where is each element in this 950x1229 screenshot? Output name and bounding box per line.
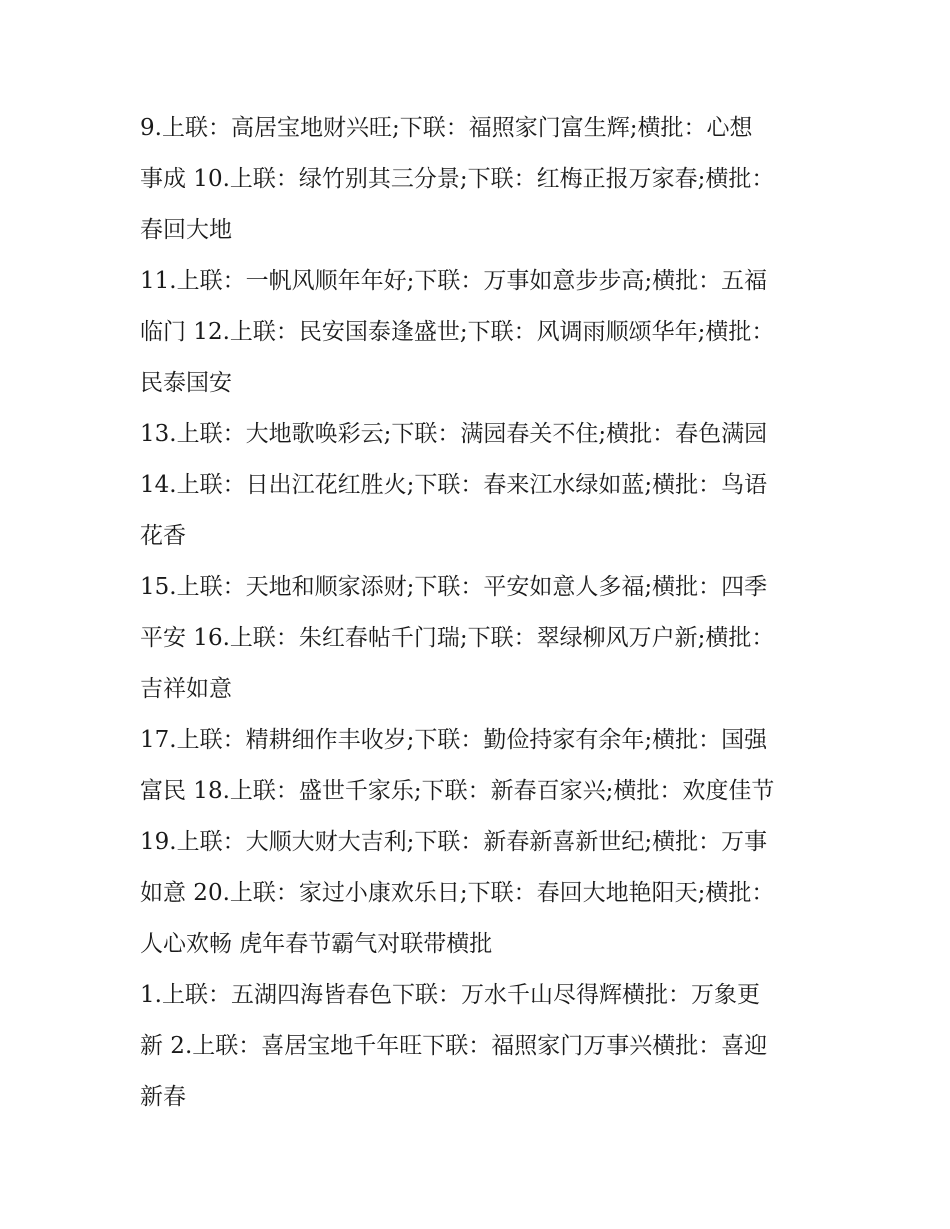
- text-line: 17.上联：精耕细作丰收岁;下联：勤俭持家有余年;横批：国强: [140, 727, 768, 753]
- text-line: 如意 20.上联：家过小康欢乐日;下联：春回大地艳阳天;横批：: [140, 880, 775, 906]
- text-line: 富民 18.上联：盛世千家乐;下联：新春百家兴;横批：欢度佳节: [140, 778, 775, 804]
- text-line: 新春: [140, 1084, 186, 1110]
- text-line: 人心欢畅 虎年春节霸气对联带横批: [140, 931, 493, 957]
- text-line: 9.上联：高居宝地财兴旺;下联：福照家门富生辉;横批：心想: [140, 115, 753, 141]
- couplet-text-block: [140, 103, 820, 1123]
- text-line: 14.上联：日出江花红胜火;下联：春来江水绿如蓝;横批：鸟语: [140, 472, 768, 498]
- text-line: 新 2.上联：喜居宝地千年旺下联：福照家门万事兴横批：喜迎: [140, 1033, 768, 1059]
- text-line: 平安 16.上联：朱红春帖千门瑞;下联：翠绿柳风万户新;横批：: [140, 625, 775, 651]
- text-line: 15.上联：天地和顺家添财;下联：平安如意人多福;横批：四季: [140, 574, 768, 600]
- text-line: 民泰国安: [140, 370, 232, 396]
- text-line: 19.上联：大顺大财大吉利;下联：新春新喜新世纪;横批：万事: [140, 829, 768, 855]
- text-line: 春回大地: [140, 217, 232, 243]
- text-line: 事成 10.上联：绿竹别其三分景;下联：红梅正报万家春;横批：: [140, 166, 775, 192]
- text-line: 1.上联：五湖四海皆春色下联：万水千山尽得辉横批：万象更: [140, 982, 760, 1008]
- text-line: 临门 12.上联：民安国泰逢盛世;下联：风调雨顺颂华年;横批：: [140, 319, 775, 345]
- text-line: 花香: [140, 523, 186, 549]
- text-line: 11.上联：一帆风顺年年好;下联：万事如意步步高;横批：五福: [140, 268, 768, 294]
- text-line: 13.上联：大地歌唤彩云;下联：满园春关不住;横批：春色满园: [140, 421, 768, 447]
- text-line: 吉祥如意: [140, 676, 232, 702]
